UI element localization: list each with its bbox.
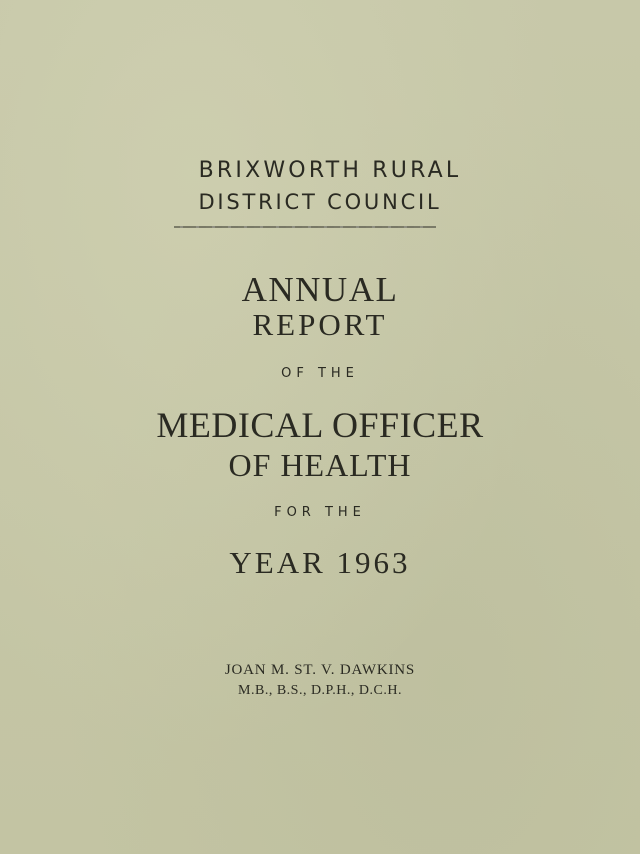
title-medical-officer: MEDICAL OFFICER: [156, 405, 484, 445]
title-annual: ANNUAL: [241, 270, 399, 309]
council-name-line-1: BRIXWORTH RURAL: [198, 158, 462, 183]
council-name-line-2: DISTRICT COUNCIL: [198, 190, 442, 214]
of-the-label: OF THE: [281, 366, 359, 381]
author-qualifications: M.B., B.S., D.P.H., D.C.H.: [238, 683, 402, 698]
author-name: JOAN M. ST. V. DAWKINS: [224, 662, 416, 678]
title-of-health: OF HEALTH: [228, 447, 412, 483]
for-the-label: FOR THE: [274, 505, 366, 520]
title-report: REPORT: [252, 307, 388, 342]
report-year: YEAR 1963: [229, 545, 411, 580]
divider-rule: [174, 226, 436, 228]
